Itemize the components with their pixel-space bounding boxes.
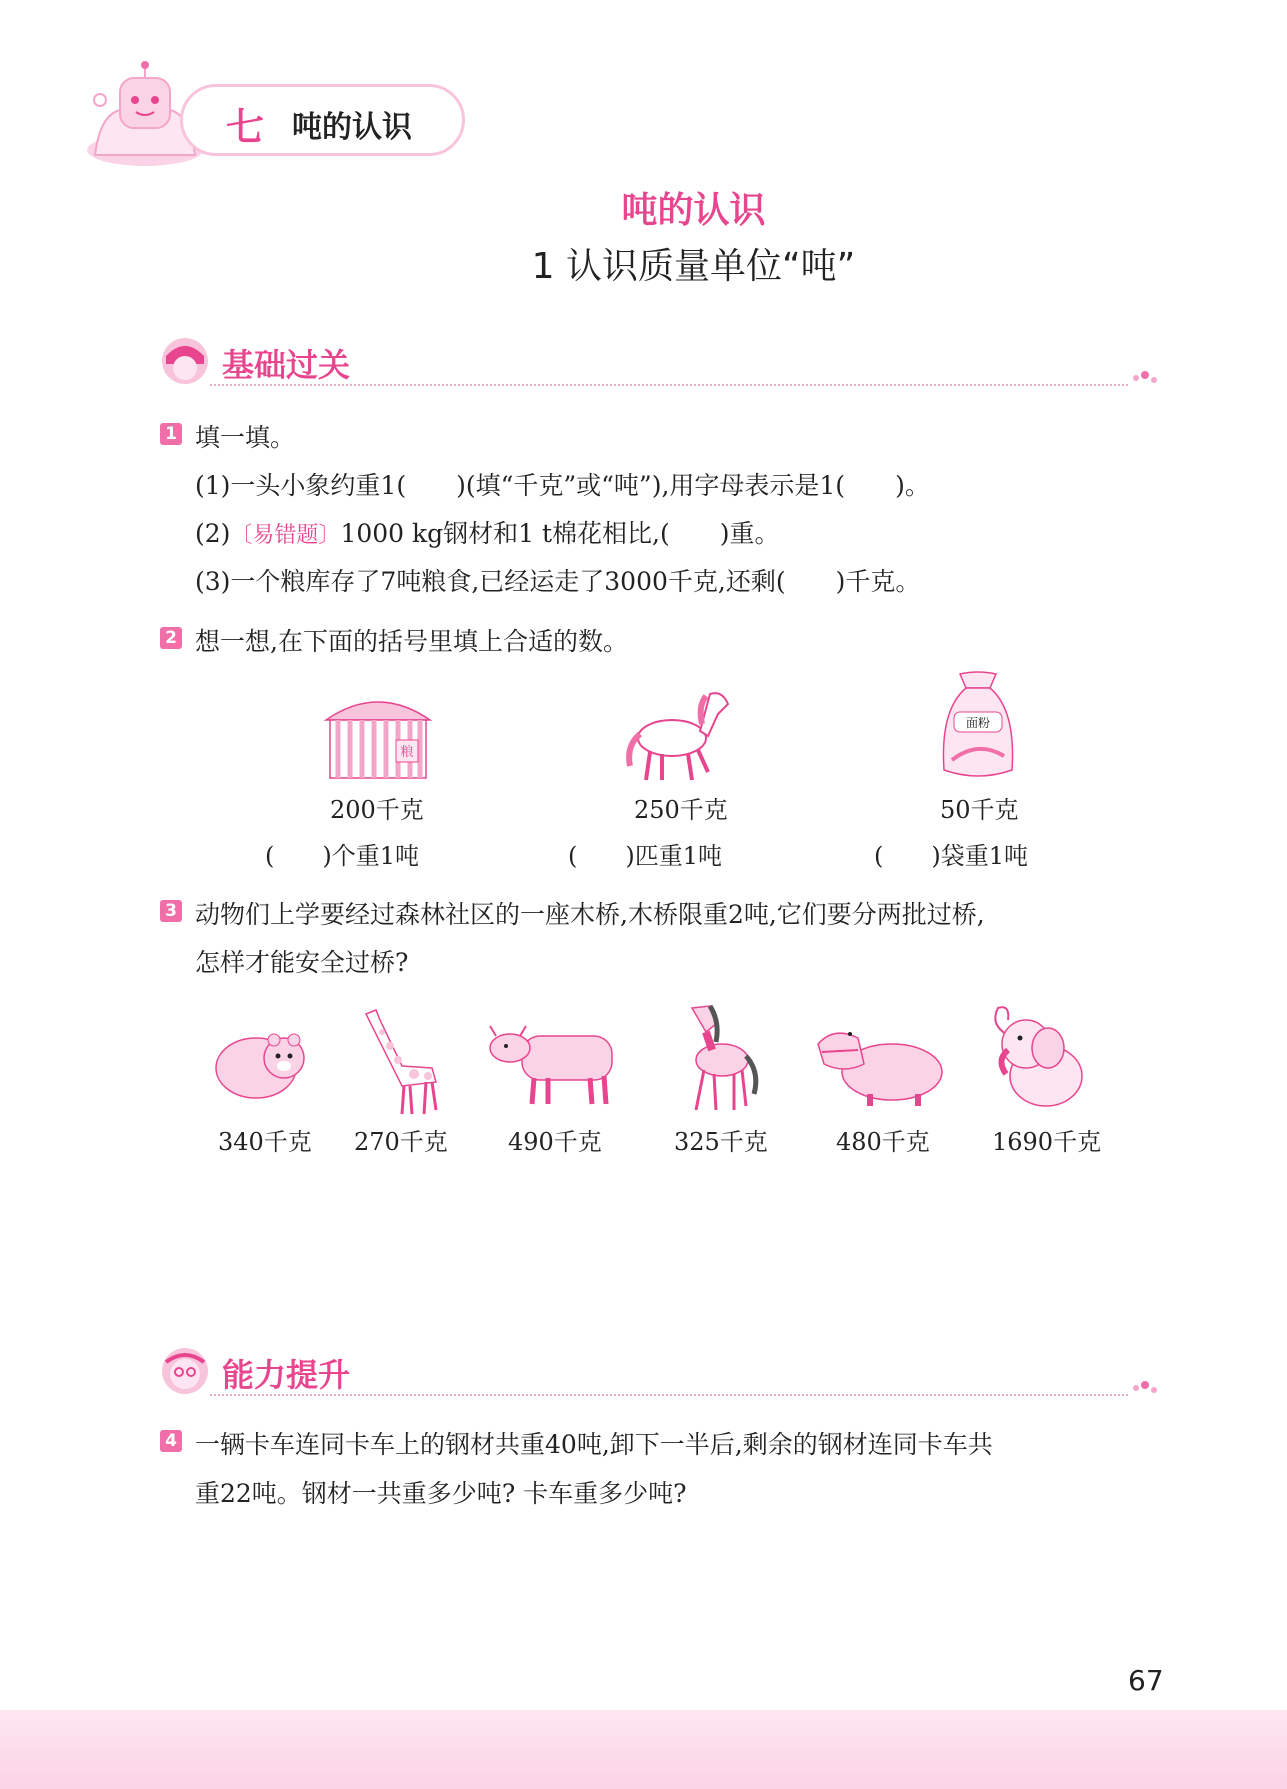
question-1-title: 填一填。 (195, 423, 296, 452)
granary-icon (322, 690, 434, 782)
animal-weight: 340千克 (218, 1128, 312, 1156)
chapter-number: 七 (226, 105, 265, 149)
question-2-title: 想一想,在下面的括号里填上合适的数。 (195, 627, 628, 656)
elephant-icon (986, 1004, 1092, 1114)
animal-weight: 1690千克 (992, 1128, 1102, 1156)
item-weight: 250千克 (634, 796, 728, 824)
item-answer: ( )袋重1吨 (874, 842, 1028, 870)
advanced-section-heading: 能力提升 (222, 1356, 351, 1394)
granary-sign: 粮 (400, 745, 414, 760)
girl-mascot-icon (158, 336, 212, 386)
question-4-line-1: 一辆卡车连同卡车上的钢材共重40吨,卸下一半后,剩余的钢材连同卡车共 (195, 1430, 993, 1459)
hippo-icon (814, 1018, 948, 1108)
lesson-title: 1 认识质量单位“吨” (531, 246, 856, 287)
item-answer: ( )匹重1吨 (568, 842, 722, 870)
flour-label: 面粉 (965, 716, 991, 730)
animal-weight: 490千克 (508, 1128, 602, 1156)
tricky-question-tag: 〔易错题〕 (230, 523, 341, 548)
question-4-line-2: 重22吨。钢材一共重多少吨? 卡车重多少吨? (195, 1479, 687, 1508)
dots-icon (1130, 368, 1160, 388)
item-prefix: (2) (195, 519, 231, 548)
giraffe-icon (352, 1006, 444, 1116)
question-3-line-1: 动物们上学要经过森林社区的一座木桥,木桥限重2吨,它们要分两批过桥, (195, 900, 985, 929)
question-3-line-2: 怎样才能安全过桥? (195, 948, 409, 977)
divider (210, 384, 1128, 386)
item-text: 1000 kg钢材和1 t棉花相比,( )重。 (340, 519, 780, 548)
animal-weight: 270千克 (354, 1128, 448, 1156)
basic-section-heading: 基础过关 (222, 346, 351, 384)
question-number: 3 (160, 900, 182, 922)
animal-weight: 480千克 (836, 1128, 930, 1156)
question-number: 2 (160, 627, 182, 649)
divider (210, 1394, 1128, 1396)
bear-icon (214, 1018, 314, 1102)
question-number: 4 (160, 1430, 182, 1452)
horse-icon (622, 676, 737, 786)
animal-weight: 325千克 (674, 1128, 768, 1156)
item-weight: 50千克 (940, 796, 1019, 824)
question-number: 1 (160, 423, 182, 445)
section-title: 吨的认识 (621, 190, 766, 231)
dots-icon (1130, 1378, 1160, 1398)
horse-icon (676, 1002, 760, 1114)
item-answer: ( )个重1吨 (265, 842, 419, 870)
chapter-title: 吨的认识 (292, 110, 412, 145)
question-1-item-3: (3)一个粮库存了7吨粮食,已经运走了3000千克,还剩( )千克。 (195, 567, 921, 596)
footer-band (0, 1710, 1287, 1789)
question-1-item-2 (195, 514, 780, 550)
cow-icon (486, 1018, 622, 1108)
flour-bag-icon (938, 670, 1018, 782)
question-1-item-1: (1)一头小象约重1( )(填“千克”或“吨”),用字母表示是1( )。 (195, 471, 930, 500)
item-weight: 200千克 (330, 796, 424, 824)
boy-mascot-icon (158, 1346, 212, 1396)
page-number: 67 (1128, 1664, 1164, 1697)
